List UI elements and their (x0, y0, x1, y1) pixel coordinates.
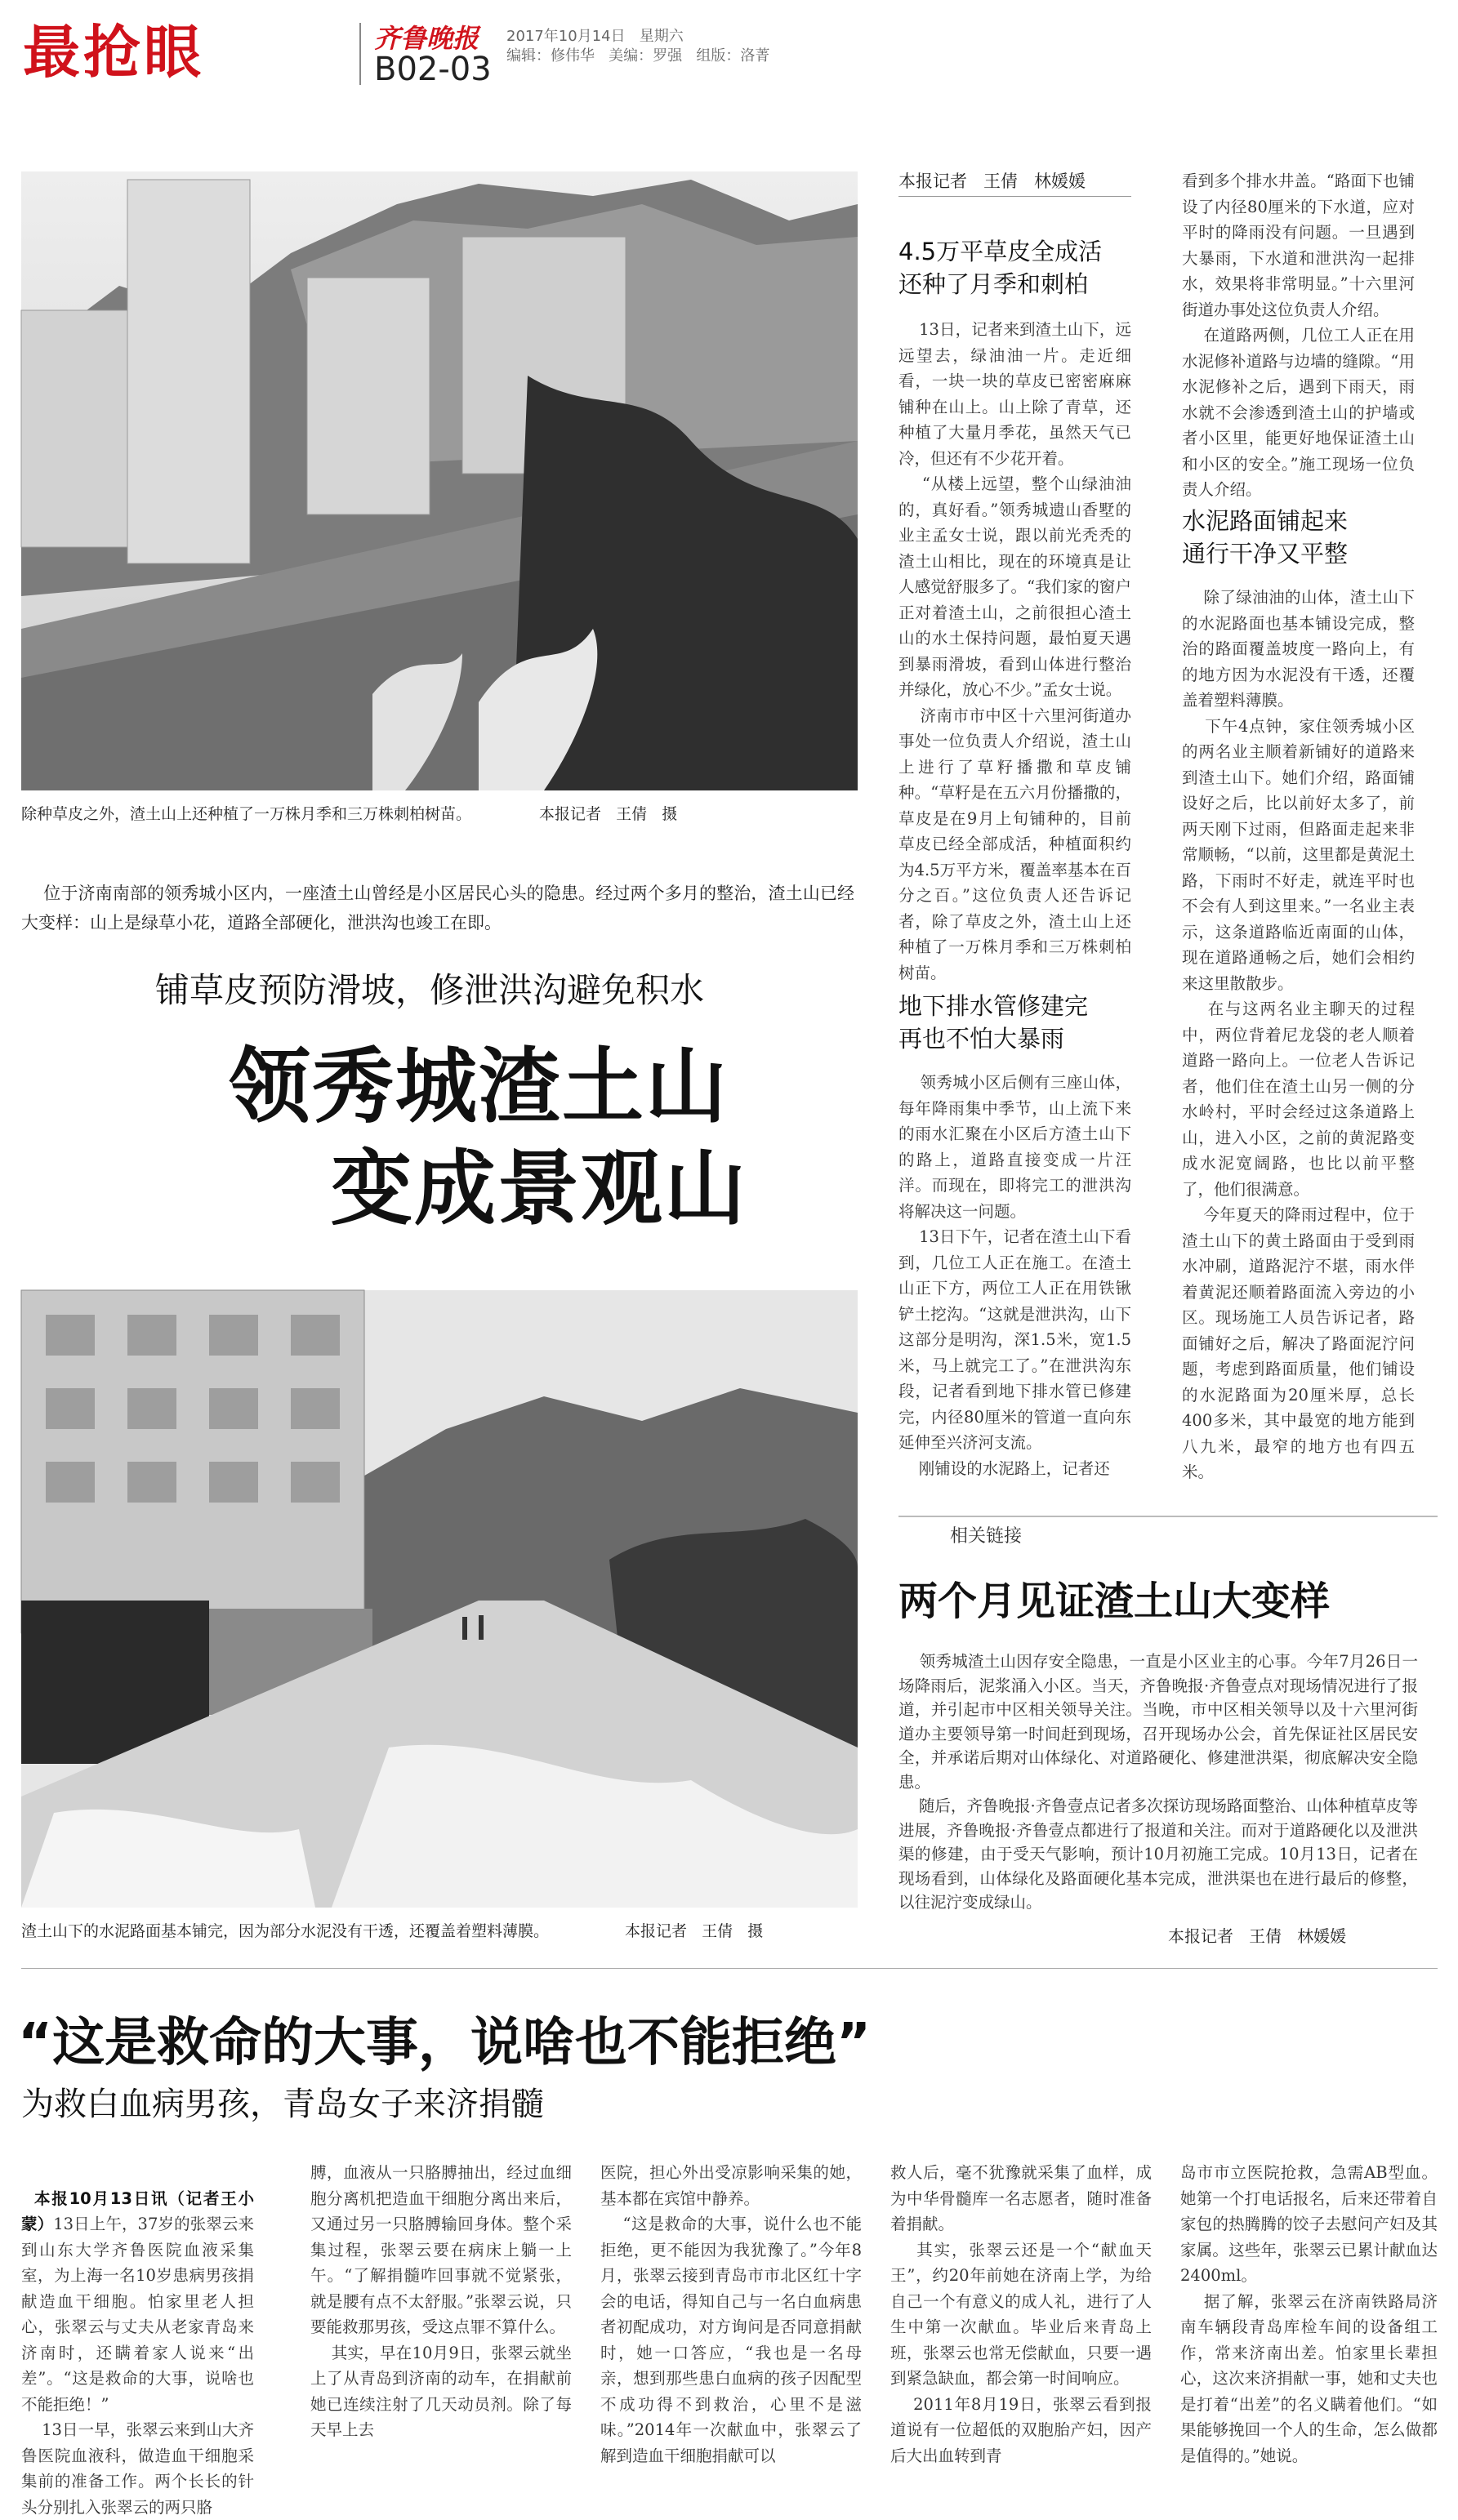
related-byline: 本报记者 王倩 林媛媛 (1168, 1926, 1347, 1946)
photo2-caption: 渣土山下的水泥路面基本铺完，因为部分水泥没有干透，还覆盖着塑料薄膜。 (21, 1922, 550, 1940)
lead-paragraph: 位于济南南部的领秀城小区内，一座渣土山曾经是小区居民心头的隐患。经过两个多月的整治，渣土山已经大变样：山上是绿草小花，道路全部硬化，泄洪沟也竣工在即。 (21, 884, 855, 933)
second-col2: 膊，血液从一只胳膊抽出，经过血细胞分离机把造血干细胞分离出来后，又通过另一只胳膊输回身体。整个采集过程，张翠云要在病床上躺一上午。“了解捐髓咋回事就不觉紧张，就是腰有点不太舒服。”张翠云说，只要能救那男孩，受这点罪不算什么。 其实，早在10月9日，张翠云就坐上了从青岛到济南的动车，在捐献前她已连续注射了几天动员剂。除了每天早上去 (310, 2163, 572, 2439)
second-col5: 岛市市立医院抢救，急需AB型血。她第一个打电话报名，后来还带着自家包的热腾腾的饺子去慰问产妇及其家属。这些年，张翠云已累计献血达2400ml。 据了解，张翠云在济南铁路局济南车辆段青岛库检车间的设备组工作，常来济南出差。怕家里长辈担心，这次来济捐献一事，她和丈夫也是打着“出差”的名义瞒着他们。“如果能够挽回一个人的生命，怎么做都是值得的。”她说。 (1180, 2163, 1438, 2465)
related-title: 两个月见证渣土山大变样 (898, 1578, 1331, 1624)
kicker: 铺草皮预防滑坡，修泄洪沟避免积水 (155, 970, 705, 1010)
subhead-road: 水泥路面铺起来 通行干净又平整 (1182, 507, 1349, 568)
col1-text-b: 领秀城小区后侧有三座山体，每年降雨集中季节，山上流下来的雨水汇聚在小区后方渣土山下的路上，道路直接变成一片汪洋。而现在，即将完工的泄洪沟将解决这一问题。 13日下午，记者在渣土山下看到，几位工人正在施工。在渣土山正下方，两位工人正在用铁锹铲土挖沟。“这就是泄洪沟，山下这部分是明沟，深1.5米，宽1.5米，马上就完工了。”在泄洪沟东段，记者看到地下排水管已修建完，内径80厘米的管道一直向东延伸至兴济河支流。 刚铺设的水泥路上，记者还 (898, 1073, 1131, 1478)
second-headline: “这是救命的大事，说啥也不能拒绝” (18, 2013, 872, 2073)
second-col1 (21, 2160, 254, 2517)
subhead-drainage: 地下排水管修建完 再也不怕大暴雨 (898, 992, 1089, 1053)
second-col3: 医院，担心外出受凉影响采集的她，基本都在宾馆中静养。 “这是救命的大事，说什么也不能拒绝，更不能因为我犹豫了。”今年8月，张翠云接到青岛市市北区红十字会的电话，得知自己与一名白血病患者初配成功，对方询问是否同意捐献时，她一口答应，“我也是一名母亲，想到那些患白血病的孩子因配型不成功得不到救治，心里不是滋味。”2014年一次献血中，张翠云了解到造血干细胞捐献可以 (600, 2163, 862, 2465)
col2-text-b: 除了绿油油的山体，渣土山下的水泥路面也基本铺设完成，整治的路面覆盖坡度一路向上，有的地方因为水泥没有干透，还覆盖着塑料薄膜。 下午4点钟，家住领秀城小区的两名业主顺着新铺好的道路来到渣土山下。她们介绍，路面铺设好之后，比以前好太多了，前两天刚下过雨，但路面走起来非常顺畅，“以前，这里都是黄泥土路，下雨时不好走，就连平时也不会有人到这里来。”一名业主表示，这条道路临近南面的山体，现在道路通畅之后，她们会相约来这里散散步。 在与这两名业主聊天的过程中，两位背着尼龙袋的老人顺着道路一路向上。一位老人告诉记者，他们住在渣土山另一侧的分水岭村，平时会经过这条道路上山，进入小区，之前的黄泥路变成水泥宽阔路，也比以前平整了，他们很满意。 今年夏天的降雨过程中，位于渣土山下的黄土路面由于受到雨水冲刷，道路泥泞不堪，雨水伴着黄泥还顺着路面流入旁边的小区。现场施工人员告诉记者，路面铺好之后，解决了路面泥泞问题，考虑到路面质量，他们铺设的水泥路面为20厘米厚，总长400多米，其中最宽的地方能到八九米，最窄的地方也有四五米。 (1182, 588, 1415, 1481)
related-top-rule (898, 1516, 1438, 1517)
story-separator (21, 1968, 1438, 1969)
second-col1-text: 13日上午，37岁的张翠云来到山东大学齐鲁医院血液采集室，为上海一名10岁患病男孩捐献造血干细胞。怕家里老人担心，张翠云与丈夫从老家青岛来济南时，还瞒着家人说来“出差”。“这是救命的大事，说啥也不能拒绝！” 13日一早，张翠云来到山大齐鲁医院血液科，做造血干细胞采集前的准备工作。两个长长的针头分别扎入张翠云的两只胳 (21, 2215, 254, 2517)
subhead-grass: 4.5万平草皮全成活 还种了月季和刺柏 (898, 238, 1103, 298)
section-title: 最抢眼 (23, 19, 204, 86)
staff-credits: 编辑：修伟华 美编：罗强 组版：洛菁 (506, 47, 770, 65)
header-divider (359, 23, 361, 85)
second-subheadline: 为救白血病男孩，青岛女子来济捐髓 (21, 2086, 544, 2123)
headline-line2: 变成景观山 (331, 1141, 747, 1236)
date-weekday: 2017年10月14日 星期六 (506, 28, 684, 45)
photo2-credit: 本报记者 王倩 摄 (625, 1922, 764, 1940)
photo-concrete-road (21, 1290, 858, 1908)
photo-mountain-grass (21, 171, 858, 790)
col1-text-a: 13日，记者来到渣土山下，远远望去，绿油油一片。走近细看，一块一块的草皮已密密麻麻铺种在山上。山上除了青草，还种植了大量月季花，虽然天气已冷，但还有不少花开着。 “从楼上远望，整个山绿油油的，真好看。”领秀城遗山香墅的业主孟女士说，跟以前光秃秃的渣土山相比，现在的环境真是让人感觉舒服多了。“我们家的窗户正对着渣土山，之前很担心渣土山的水土保持问题，最怕夏天遇到暴雨滑坡，看到山体进行整治并绿化，放心不少。”孟女士说。 济南市市中区十六里河街道办事处一位负责人介绍说，渣土山上进行了草籽播撒和草皮铺种。“草籽是在五六月份播撒的，草皮是在9月上旬铺种的，目前草皮已经全部成活，种植面积约为4.5万平方米，覆盖率基本在百分之百。”这位负责人还告诉记者，除了草皮之外，渣土山上还种植了一万株月季和三万株刺柏树苗。 (898, 320, 1131, 982)
page-code: B02-03 (374, 51, 492, 88)
photo1-credit: 本报记者 王倩 摄 (539, 805, 678, 823)
photo1-caption: 除种草皮之外，渣土山上还种植了一万株月季和三万株刺柏树苗。 (21, 805, 472, 823)
paper-logo: 齐鲁晚报 (374, 23, 479, 54)
byline-rule (898, 196, 1131, 197)
second-col4: 救人后，毫不犹豫就采集了血样，成为中华骨髓库一名志愿者，随时准备着捐献。 其实，张翠云还是一个“献血天王”，约20年前她在济南上学，为给自己一个有意义的成人礼，进行了人生中第一次献血。毕业后来青岛上班，张翠云也常无偿献血，只要一遇到紧急缺血，都会第一时间响应。 2011年8月19日，张翠云看到报道说有一位超低的双胞胎产妇，因产后大出血转到青 (890, 2163, 1152, 2465)
related-body: 领秀城渣土山因存安全隐患，一直是小区业主的心事。今年7月26日一场降雨后，泥浆涌入小区。当天，齐鲁晚报·齐鲁壹点对现场情况进行了报道，并引起市中区相关领导关注。当晚，市中区相关领导以及十六里河街道办主要领导第一时间赶到现场，召开现场办公会，首先保证社区居民安全，并承诺后期对山体绿化、对道路硬化、修建泄洪渠，彻底解决安全隐患。 随后，齐鲁晚报·齐鲁壹点记者多次探访现场路面整治、山体种植草皮等进展，齐鲁晚报·齐鲁壹点都进行了报道和关注。而对于道路硬化以及泄洪渠的修建，由于受天气影响，预计10月初施工完成。10月13日，记者在现场看到，山体绿化及路面硬化基本完成，泄洪渠也在进行最后的修整，以往泥泞变成绿山。 (898, 1652, 1419, 1912)
col2-text-a: 看到多个排水井盖。“路面下也铺设了内径80厘米的下水道，应对平时的降雨没有问题。一旦遇到大暴雨，下水道和泄洪沟一起排水，效果将非常明显。”十六里河街道办事处这位负责人介绍。 在道路两侧，几位工人正在用水泥修补道路与边墙的缝隙。“用水泥修补之后，遇到下雨天，雨水就不会渗透到渣土山的护墙或者小区里，能更好地保证渣土山和小区的安全。”施工现场一位负责人介绍。 (1182, 171, 1415, 499)
related-tag: 相关链接 (943, 1522, 1028, 1547)
lead-label: 本报10月13日讯（记者王小蒙） (21, 2188, 254, 2233)
byline: 本报记者 王倩 林媛媛 (898, 171, 1086, 191)
headline-line1: 领秀城渣土山 (229, 1039, 729, 1134)
